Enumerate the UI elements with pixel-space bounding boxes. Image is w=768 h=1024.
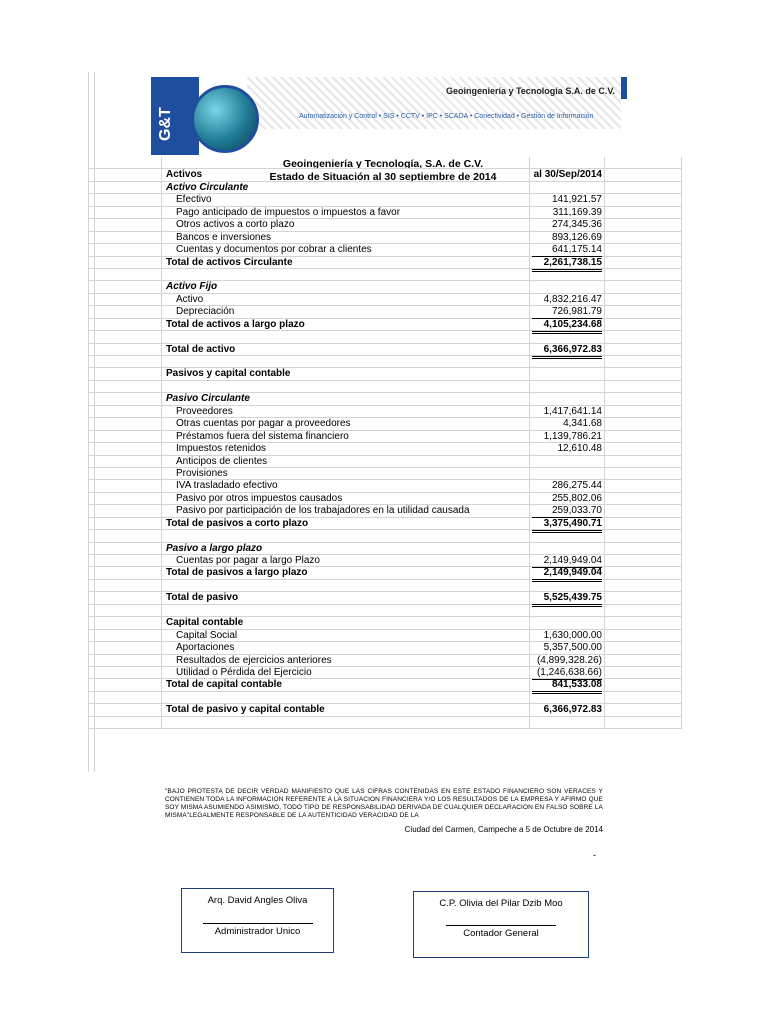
row-label: Pasivo a largo plazo: [166, 542, 263, 554]
row-amount: al 30/Sep/2014: [533, 169, 602, 181]
grid-cell: [529, 393, 605, 404]
grid-cell: [605, 555, 682, 566]
grid-cell: [88, 617, 162, 628]
row-label: Anticipos de clientes: [176, 455, 268, 467]
row-amount: 1,417,641.14: [543, 405, 602, 417]
grid-cell: [88, 368, 162, 379]
grid-cell: [529, 543, 605, 554]
table-row: [88, 418, 682, 430]
grid-cell: [605, 194, 682, 205]
row-label: Pasivos y capital contable: [166, 368, 291, 380]
grid-cell: [88, 717, 162, 728]
row-amount: 259,033.70: [532, 505, 602, 518]
grid-cell: [88, 182, 162, 193]
grid-cell: [605, 443, 682, 454]
grid-cell: [88, 468, 162, 479]
table-row: [88, 704, 682, 716]
grid-cell: [529, 456, 605, 467]
row-label: Aportaciones: [176, 642, 235, 654]
grid-cell: [529, 182, 605, 193]
row-label: Efectivo: [176, 194, 212, 206]
grid-cell: [605, 493, 682, 504]
grid-cell: [605, 456, 682, 467]
table-row: [88, 667, 682, 679]
grid-cell: [605, 530, 682, 541]
table-row: [88, 319, 682, 331]
row-label: Total de activos Circulante: [166, 256, 293, 268]
row-amount: 6,366,972.83: [543, 704, 602, 716]
grid-cell: [88, 306, 162, 317]
row-label: Total de pasivos a largo plazo: [166, 567, 308, 579]
grid-cell: [605, 505, 682, 516]
table-row: [88, 194, 682, 206]
row-label: Cuentas y documentos por cobrar a clientes: [176, 244, 372, 256]
row-amount: 2,149,949.04: [532, 555, 602, 568]
row-label: Préstamos fuera del sistema financiero: [176, 430, 349, 442]
grid-cell: [88, 704, 162, 715]
grid-cell: [88, 530, 162, 541]
table-row: [88, 207, 682, 219]
table-row: [88, 169, 682, 181]
grid-cell: [605, 480, 682, 491]
grid-cell: [88, 679, 162, 690]
table-row: [88, 580, 682, 592]
grid-cell: [605, 182, 682, 193]
grid-cell: [605, 393, 682, 404]
table-row: [88, 182, 682, 194]
table-row: [88, 692, 682, 704]
grid-cell: [88, 456, 162, 467]
row-label: Bancos e inversiones: [176, 231, 272, 243]
report-company: Geoingeniería y Tecnología, S.A. de C.V.: [282, 158, 484, 170]
row-amount: 4,341.68: [563, 418, 602, 430]
table-row: [88, 331, 682, 343]
grid-cell: [529, 269, 605, 280]
grid-cell: [605, 257, 682, 268]
table-row: [88, 269, 682, 281]
grid-cell: [88, 157, 162, 168]
row-amount: 12,610.48: [557, 443, 602, 455]
grid-cell: [88, 319, 162, 330]
grid-cell: [605, 679, 682, 690]
table-row: [88, 555, 682, 567]
table-row: [88, 306, 682, 318]
row-label: Capital contable: [166, 617, 244, 629]
row-label: Impuestos retenidos: [176, 443, 267, 455]
grid-cell: [88, 257, 162, 268]
logo-text: G&T: [157, 107, 174, 141]
row-label: Pasivo Circulante: [166, 393, 250, 405]
grid-cell: [605, 368, 682, 379]
grid-cell: [88, 518, 162, 529]
table-row: [88, 232, 682, 244]
grid-cell: [605, 356, 682, 367]
table-row: [88, 642, 682, 654]
grid-cell: [529, 157, 605, 168]
table-row: [88, 219, 682, 231]
balance-sheet-table: [88, 157, 682, 729]
grid-cell: [605, 281, 682, 292]
grid-cell: [605, 207, 682, 218]
row-amount: 4,105,234.68: [532, 319, 602, 334]
grid-cell: [88, 605, 162, 616]
report-title: Estado de Situación al 30 septiembre de 2014: [269, 171, 497, 183]
banner-company-name: Geoingeniería y Tecnología S.A. de C.V.: [445, 86, 615, 96]
row-amount: 2,149,949.04: [532, 567, 602, 582]
grid-cell: [88, 244, 162, 255]
table-row: [88, 294, 682, 306]
grid-cell: [605, 543, 682, 554]
table-row: [88, 406, 682, 418]
row-label: Activo Fijo: [166, 281, 218, 293]
grid-cell: [88, 431, 162, 442]
table-row: [88, 381, 682, 393]
row-label: Total de activos a largo plazo: [166, 318, 305, 330]
grid-cell: [88, 443, 162, 454]
row-label: Provisiones: [176, 467, 228, 479]
grid-cell: [88, 692, 162, 703]
banner-accent: [621, 77, 627, 99]
row-amount: 641,175.14: [532, 244, 602, 257]
row-label: Activo: [176, 293, 204, 305]
grid-cell: [88, 281, 162, 292]
table-row: [88, 368, 682, 380]
globe-icon: [191, 85, 259, 153]
grid-cell: [605, 381, 682, 392]
grid-cell: [605, 630, 682, 641]
row-label: Otras cuentas por pagar a proveedores: [176, 418, 351, 430]
signer-role: Administrador Unico: [214, 926, 301, 937]
table-row: [88, 244, 682, 256]
grid-cell: [605, 655, 682, 666]
row-label: Total de activo: [166, 343, 236, 355]
row-label: Total de pasivo: [166, 592, 239, 604]
grid-cell: [88, 232, 162, 243]
signer-name: Arq. David Angles Oliva: [207, 895, 308, 906]
row-label: Activo Circulante: [166, 181, 249, 193]
table-row: [88, 356, 682, 368]
grid-cell: [88, 406, 162, 417]
table-row: [88, 480, 682, 492]
grid-cell: [88, 356, 162, 367]
row-amount: 1,139,786.21: [543, 430, 602, 442]
row-label: Proveedores: [176, 405, 233, 417]
grid-cell: [88, 642, 162, 653]
table-row: [88, 679, 682, 691]
grid-cell: [88, 480, 162, 491]
table-row: [88, 157, 682, 169]
grid-cell: [605, 617, 682, 628]
grid-cell: [605, 717, 682, 728]
row-label: Otros activos a corto plazo: [176, 219, 295, 231]
grid-cell: [88, 269, 162, 280]
row-label: Total de capital contable: [166, 679, 282, 691]
grid-cell: [529, 717, 605, 728]
table-row: [88, 505, 682, 517]
row-amount: 726,981.79: [532, 306, 602, 319]
table-row: [88, 592, 682, 604]
table-row: [88, 393, 682, 405]
row-label: Pasivo por otros impuestos causados: [176, 492, 343, 504]
row-label: Cuentas por pagar a largo Plazo: [176, 555, 320, 566]
grid-cell: [605, 418, 682, 429]
row-amount: 5,357,500.00: [543, 642, 602, 654]
table-row: [88, 344, 682, 356]
row-amount: 274,345.36: [551, 219, 602, 231]
dash-mark: -: [593, 850, 596, 860]
grid-cell: [605, 406, 682, 417]
row-amount: 6,366,972.83: [532, 344, 602, 359]
grid-cell: [605, 431, 682, 442]
grid-cell: [529, 692, 605, 703]
grid-cell: [605, 244, 682, 255]
grid-cell: [88, 592, 162, 603]
grid-cell: [605, 642, 682, 653]
grid-cell: [605, 518, 682, 529]
grid-cell: [529, 580, 605, 591]
row-label: Activos: [166, 169, 203, 181]
table-row: [88, 617, 682, 629]
grid-cell: [88, 294, 162, 305]
grid-cell: [605, 344, 682, 355]
signature-box-administrator: [181, 888, 334, 953]
grid-cell: [605, 692, 682, 703]
grid-cell: [605, 331, 682, 342]
table-row: [88, 630, 682, 642]
grid-cell: [605, 157, 682, 168]
row-label: Pago anticipado de impuestos o impuestos a favor: [176, 206, 401, 218]
grid-cell: [88, 567, 162, 578]
grid-cell: [605, 269, 682, 280]
signature-box-accountant: [413, 891, 589, 958]
grid-cell: [88, 381, 162, 392]
disclaimer-text: "BAJO PROTESTA DE DECIR VERDAD MANIFIESTO QUE LAS CIFRAS CONTENIDAS EN ESTE ESTADO FINANCIERO SON VERACES Y CONTIENEN TODA LA INFORMACION REFERENTE A LA SITUACION FINANCIERA Y/O LOS RESULTADOS DE LA EMPRESA Y AFIRMO QUE SOY MISMA ASUMIENDO ASIMISMO, TODO TIPO DE RESPONSABILIDAD DERIVADA DE CUALQUIER DECLARACION EN FALSO SOBRE LA MISMA"LEGALMENTE RESPONSABLE DE LA AUTENTICIDAD VERACIDAD DE LA: [165, 788, 603, 819]
grid-cell: [88, 667, 162, 678]
grid-cell: [88, 219, 162, 230]
row-amount: 141,921.57: [551, 194, 602, 206]
grid-cell: [88, 169, 162, 180]
grid-cell: [88, 331, 162, 342]
grid-cell: [88, 580, 162, 591]
grid-cell: [529, 281, 605, 292]
table-row: [88, 456, 682, 468]
grid-cell: [529, 530, 605, 541]
place-and-date: Ciudad del Carmen, Campeche a 5 de Octubre de 2014: [404, 825, 603, 834]
table-row: [88, 567, 682, 579]
table-row: [88, 530, 682, 542]
row-label: Capital Social: [176, 629, 238, 641]
grid-cell: [88, 655, 162, 666]
row-amount: 286,275.44: [551, 480, 602, 492]
grid-cell: [529, 605, 605, 616]
row-label: Utilidad o Pérdida del Ejercicio: [176, 666, 312, 678]
grid-cell: [605, 567, 682, 578]
grid-cell: [88, 493, 162, 504]
table-row: [88, 443, 682, 455]
letterhead-banner: [151, 77, 627, 155]
grid-cell: [605, 232, 682, 243]
table-row: [88, 493, 682, 505]
grid-cell: [605, 580, 682, 591]
table-row: [88, 717, 682, 729]
row-label: Total de pasivos a corto plazo: [166, 517, 309, 529]
table-row: [88, 605, 682, 617]
signer-name: C.P. Olivia del Pilar Dzib Moo: [439, 898, 563, 909]
row-amount: 255,802.06: [551, 492, 602, 504]
grid-cell: [605, 294, 682, 305]
row-label: Depreciación: [176, 306, 235, 318]
grid-cell: [88, 543, 162, 554]
grid-cell: [88, 194, 162, 205]
table-row: [88, 468, 682, 480]
table-row: [88, 281, 682, 293]
row-amount: 5,525,439.75: [532, 592, 602, 607]
grid-cell: [605, 605, 682, 616]
grid-cell: [605, 592, 682, 603]
grid-cell: [605, 169, 682, 180]
banner-pattern: [247, 77, 621, 129]
banner-services: Automatización y Control • SIS • CCTV • IPC • SCADA • Conectividad • Gestión de Información: [299, 113, 594, 120]
grid-cell: [605, 319, 682, 330]
row-amount: 311,169.39: [552, 206, 602, 218]
row-amount: (1,246,638.66): [532, 667, 602, 680]
grid-cell: [88, 393, 162, 404]
row-amount: 1,630,000.00: [543, 629, 602, 641]
table-row: [88, 543, 682, 555]
row-label: Pasivo por participación de los trabajadores en la utilidad causada: [176, 505, 470, 517]
grid-cell: [529, 356, 605, 367]
grid-cell: [605, 306, 682, 317]
grid-cell: [605, 667, 682, 678]
grid-cell: [605, 219, 682, 230]
grid-cell: [88, 418, 162, 429]
grid-cell: [529, 468, 605, 479]
grid-cell: [529, 331, 605, 342]
row-amount: 3,375,490.71: [532, 518, 602, 533]
row-label: IVA trasladado efectivo: [176, 480, 278, 492]
signature-line: [203, 923, 313, 924]
row-label: Total de pasivo y capital contable: [166, 704, 325, 716]
table-row: [88, 257, 682, 269]
signer-role: Contador General: [463, 928, 539, 939]
grid-cell: [88, 207, 162, 218]
table-row: [88, 518, 682, 530]
grid-cell: [529, 381, 605, 392]
table-row: [88, 655, 682, 667]
grid-cell: [529, 368, 605, 379]
grid-cell: [529, 617, 605, 628]
grid-cell: [88, 630, 162, 641]
row-amount: 841,533.08: [532, 679, 602, 694]
row-amount: 2,261,738.15: [532, 257, 602, 272]
grid-cell: [605, 704, 682, 715]
row-amount: 893,126.69: [551, 231, 602, 243]
row-amount: 4,832,216.47: [543, 293, 602, 305]
grid-cell: [88, 505, 162, 516]
signature-line: [446, 925, 556, 926]
table-row: [88, 431, 682, 443]
grid-cell: [88, 344, 162, 355]
row-label: Resultados de ejercicios anteriores: [176, 654, 332, 666]
grid-cell: [88, 555, 162, 566]
grid-cell: [605, 468, 682, 479]
row-amount: (4,899,328.26): [536, 654, 602, 666]
